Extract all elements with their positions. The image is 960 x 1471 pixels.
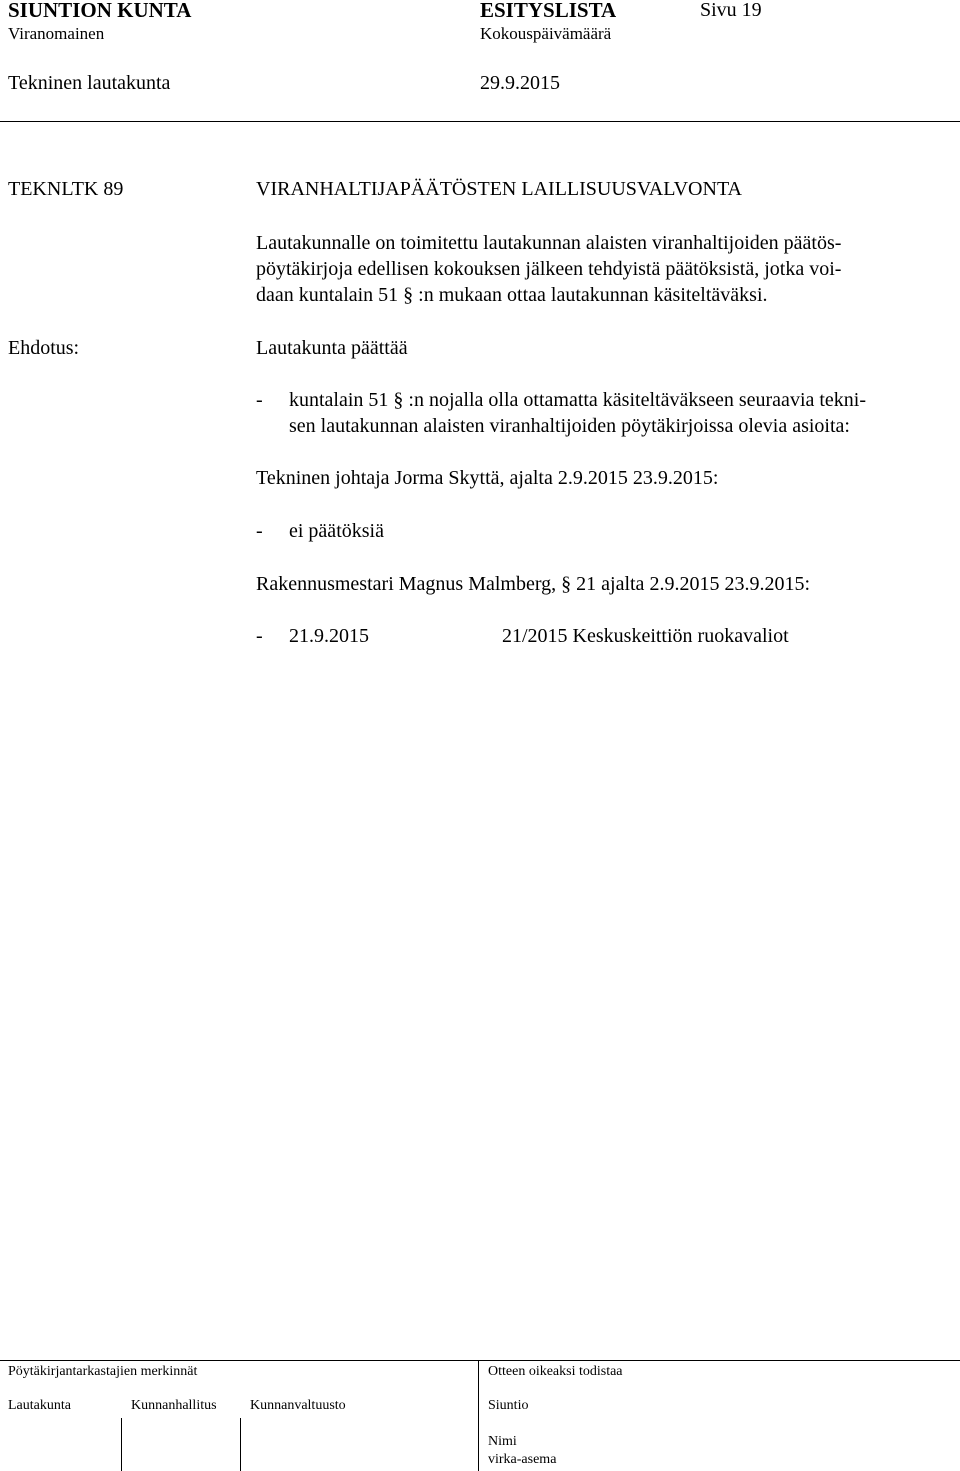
footer-certified-label: Otteen oikeaksi todistaa [488, 1364, 623, 1379]
intro-line-1: Lautakunnalle on toimitettu lautakunnan alaisten viranhaltijoiden päätös- [256, 232, 842, 254]
footer-box-divider-1 [121, 1418, 122, 1471]
bullet1-line-2: sen lautakunnan alaisten viranhaltijoiden pöytäkirjoissa olevia asioita: [289, 415, 850, 437]
header-authority: Tekninen lautakunta [8, 72, 171, 94]
footer-col-kunnanhallitus: Kunnanhallitus [131, 1398, 217, 1413]
header-page: Sivu 19 [700, 0, 762, 21]
item-title: VIRANHALTIJAPÄÄTÖSTEN LAILLISUUSVALVONTA [256, 178, 742, 200]
footer-box-divider-2 [240, 1418, 241, 1471]
bullet-dash-3: - [256, 625, 263, 647]
official1-item: ei päätöksiä [289, 520, 384, 542]
item-code: TEKNLTK 89 [8, 178, 124, 200]
footer-place: Siuntio [488, 1398, 529, 1413]
official2-heading: Rakennusmestari Magnus Malmberg, § 21 ajalta 2.9.2015 23.9.2015: [256, 573, 810, 595]
proposal-text: Lautakunta päättää [256, 337, 408, 359]
bullet1-line-1: kuntalain 51 § :n nojalla olla ottamatta käsiteltäväkseen seuraavia tekni- [289, 389, 867, 411]
intro-line-2: pöytäkirjoja edellisen kokouksen jälkeen tehdyistä päätöksistä, jotka voi- [256, 258, 842, 280]
footer-column-divider [478, 1360, 479, 1471]
bullet-dash-2: - [256, 520, 263, 542]
official2-item-date: 21.9.2015 [289, 625, 369, 647]
footer-col-lautakunta: Lautakunta [8, 1398, 71, 1413]
footer-position-label: virka-asema [488, 1452, 557, 1467]
header-date-label: Kokouspäivämäärä [480, 24, 612, 43]
footer-reviewers-label: Pöytäkirjantarkastajien merkinnät [8, 1364, 198, 1379]
footer-divider [0, 1360, 960, 1361]
header-divider [0, 121, 960, 122]
footer-col-kunnanvaltuusto: Kunnanvaltuusto [250, 1398, 346, 1413]
header-doc-type: ESITYSLISTA [480, 0, 617, 22]
footer-name-label: Nimi [488, 1434, 517, 1449]
bullet-dash-1: - [256, 389, 263, 411]
header-org: SIUNTION KUNTA [8, 0, 192, 22]
official1-heading: Tekninen johtaja Jorma Skyttä, ajalta 2.9.2015 23.9.2015: [256, 467, 719, 489]
proposal-label: Ehdotus: [8, 337, 80, 359]
official2-item-text: 21/2015 Keskuskeittiön ruokavaliot [502, 625, 789, 647]
header-authority-label: Viranomainen [8, 24, 105, 43]
header-date: 29.9.2015 [480, 72, 560, 94]
intro-line-3: daan kuntalain 51 § :n mukaan ottaa lautakunnan käsiteltäväksi. [256, 284, 768, 306]
